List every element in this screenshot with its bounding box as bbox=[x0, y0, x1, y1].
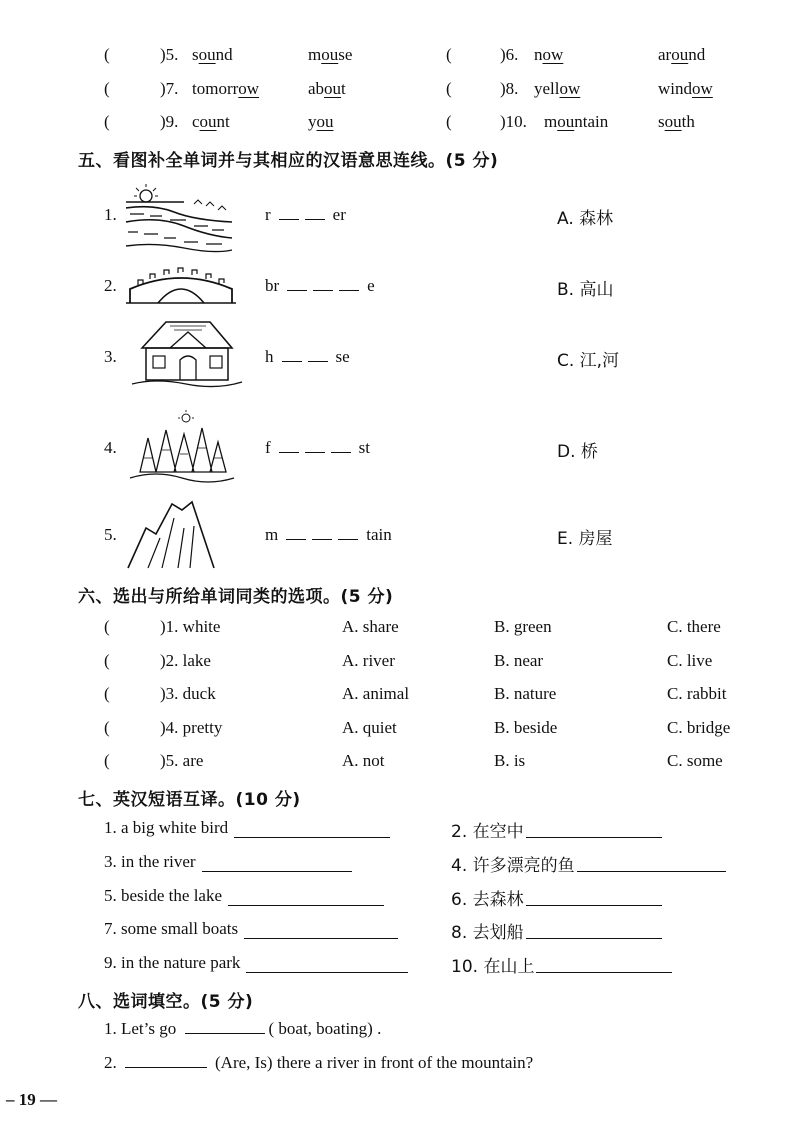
answer-line[interactable] bbox=[202, 871, 352, 872]
word-part: ar bbox=[658, 45, 672, 64]
word-part: c bbox=[192, 112, 200, 131]
answer-line[interactable] bbox=[228, 905, 384, 906]
word-suffix: st bbox=[358, 438, 371, 457]
phrase-text: 3. in the river bbox=[104, 851, 196, 871]
underlined-letters: ou bbox=[321, 45, 339, 64]
underlined-letters: ou bbox=[324, 78, 342, 98]
letter-blank[interactable] bbox=[308, 360, 328, 362]
option-c[interactable]: C. there bbox=[667, 617, 721, 636]
word-part: y bbox=[308, 112, 317, 131]
underlined-letters: ou bbox=[199, 112, 217, 131]
fill-in-word bbox=[265, 438, 370, 458]
question-number: )9. bbox=[160, 112, 179, 131]
phrase-chinese bbox=[451, 851, 575, 876]
answer-line[interactable] bbox=[536, 972, 672, 973]
answer-paren[interactable]: ( bbox=[104, 112, 110, 131]
word-prefix: h bbox=[265, 347, 274, 366]
answer-paren[interactable]: ( bbox=[446, 112, 452, 131]
word-part: nt bbox=[216, 112, 230, 131]
answer-paren[interactable]: ( bbox=[446, 45, 452, 64]
word-prefix: r bbox=[265, 205, 271, 224]
option-b[interactable]: B. near bbox=[494, 650, 544, 670]
answer-paren[interactable]: ( bbox=[104, 45, 110, 64]
word-prefix: f bbox=[265, 438, 271, 457]
answer-paren[interactable]: ( bbox=[104, 717, 110, 737]
option-c[interactable]: C. bridge bbox=[667, 717, 731, 737]
chinese-meaning[interactable]: D. 桥 bbox=[557, 442, 598, 462]
option-a[interactable]: A. share bbox=[342, 617, 399, 636]
letter-blank[interactable] bbox=[312, 538, 332, 540]
forest-picture bbox=[126, 408, 236, 484]
phrase-chinese bbox=[451, 817, 524, 842]
underlined-letters: ow bbox=[238, 78, 260, 98]
phrase-text: 5. beside the lake bbox=[104, 885, 223, 905]
word-prefix: m bbox=[265, 525, 279, 544]
item-number: 5. bbox=[104, 525, 117, 544]
question-number: )8. bbox=[500, 78, 519, 98]
option-a[interactable]: A. quiet bbox=[342, 717, 397, 737]
phrase-english bbox=[104, 886, 222, 906]
test-word bbox=[192, 45, 233, 65]
underlined-letters: ou bbox=[198, 45, 216, 64]
answer-line[interactable] bbox=[526, 905, 662, 906]
answer-paren[interactable]: ( bbox=[104, 751, 110, 771]
mountain-picture bbox=[126, 498, 216, 570]
word-part: m bbox=[308, 45, 322, 64]
letter-blank[interactable] bbox=[338, 538, 358, 540]
compare-word bbox=[308, 45, 352, 65]
underlined-letters: ow bbox=[542, 45, 564, 64]
section-6-title: 六、选出与所给单词同类的选项。(5 分) bbox=[78, 587, 394, 607]
phrase-text: 6. 去森林 bbox=[451, 889, 524, 910]
option-b[interactable]: B. beside bbox=[494, 717, 558, 737]
item-number: 1. bbox=[104, 205, 117, 224]
word-part: m bbox=[544, 112, 558, 131]
letter-blank[interactable] bbox=[286, 538, 306, 540]
house-picture bbox=[126, 318, 246, 390]
fill-in-word bbox=[265, 205, 346, 225]
item-number: 3. bbox=[104, 347, 117, 366]
word-prefix: br bbox=[265, 276, 280, 295]
question-word: )3. duck bbox=[160, 684, 216, 704]
answer-paren[interactable]: ( bbox=[104, 617, 110, 636]
answer-paren[interactable]: ( bbox=[104, 684, 110, 704]
question-number: )10. bbox=[500, 112, 527, 131]
test-word bbox=[534, 45, 563, 65]
phrase-text: 8. 去划船 bbox=[451, 923, 524, 944]
underlined-letters: ow bbox=[559, 78, 581, 98]
phrase-english bbox=[104, 919, 238, 939]
answer-paren[interactable]: ( bbox=[104, 78, 110, 98]
phrase-chinese bbox=[451, 885, 524, 910]
letter-blank[interactable] bbox=[279, 451, 299, 453]
phrase-chinese bbox=[451, 918, 524, 943]
word-suffix: tain bbox=[366, 525, 392, 544]
option-b[interactable]: B. is bbox=[494, 751, 526, 771]
chinese-meaning[interactable]: C. 江,河 bbox=[557, 351, 620, 371]
word-part: yell bbox=[534, 78, 560, 98]
section-8-question-2: 2. (Are, Is) there a river in front of the mountain? bbox=[104, 1053, 534, 1072]
word-part: s bbox=[658, 112, 665, 131]
test-word bbox=[192, 112, 230, 132]
word-part: nd bbox=[215, 45, 233, 64]
phrase-text: 9. in the nature park bbox=[104, 953, 241, 973]
word-part: t bbox=[341, 78, 346, 98]
option-a[interactable]: A. river bbox=[342, 650, 395, 670]
item-number: 4. bbox=[104, 438, 117, 457]
phrase-chinese bbox=[451, 952, 534, 977]
word-part: th bbox=[681, 112, 695, 131]
word-part: se bbox=[338, 45, 353, 64]
compare-word bbox=[658, 79, 713, 99]
option-c[interactable]: C. live bbox=[667, 650, 713, 670]
underlined-letters: ou bbox=[671, 45, 689, 64]
option-b[interactable]: B. green bbox=[494, 617, 552, 636]
phrase-text: 2. 在空中 bbox=[451, 822, 524, 842]
test-word bbox=[192, 79, 259, 99]
word-part: ab bbox=[308, 78, 325, 98]
underlined-letters: ou bbox=[557, 112, 575, 131]
letter-blank[interactable] bbox=[282, 360, 302, 362]
underlined-letters: ou bbox=[316, 112, 334, 131]
chinese-meaning[interactable]: E. 房屋 bbox=[557, 529, 613, 549]
letter-blank[interactable] bbox=[339, 289, 359, 291]
phrase-text: 10. 在山上 bbox=[451, 957, 535, 978]
test-word bbox=[534, 79, 580, 99]
word-suffix: e bbox=[367, 276, 375, 295]
option-a[interactable]: A. animal bbox=[342, 684, 410, 704]
option-c[interactable]: C. rabbit bbox=[667, 684, 727, 704]
fill-in-word bbox=[265, 276, 375, 296]
section-5-title: 五、看图补全单词并与其相应的汉语意思连线。(5 分) bbox=[78, 151, 499, 171]
item-number: 2. bbox=[104, 276, 117, 295]
chinese-meaning[interactable]: B. 高山 bbox=[557, 280, 614, 300]
phrase-text: 4. 许多漂亮的鱼 bbox=[451, 855, 575, 876]
section-7-title: 七、英汉短语互译。(10 分) bbox=[78, 790, 301, 810]
answer-paren[interactable]: ( bbox=[104, 650, 110, 670]
underlined-letters: ow bbox=[692, 78, 713, 98]
compare-word bbox=[308, 79, 346, 99]
fill-in-word bbox=[265, 347, 350, 367]
answer-line[interactable] bbox=[234, 837, 390, 838]
fill-in-word bbox=[265, 525, 392, 545]
question-word: )4. pretty bbox=[160, 717, 223, 737]
river-picture bbox=[124, 182, 234, 254]
question-number: )5. bbox=[160, 45, 179, 64]
question-word: )2. lake bbox=[160, 650, 211, 670]
letter-blank[interactable] bbox=[305, 451, 325, 453]
phrase-english bbox=[104, 852, 196, 872]
question-word: )5. are bbox=[160, 751, 204, 771]
letter-blank[interactable] bbox=[313, 289, 333, 291]
answer-blank[interactable] bbox=[185, 1032, 265, 1034]
word-suffix: se bbox=[335, 347, 350, 366]
word-part: nd bbox=[688, 45, 706, 64]
answer-line[interactable] bbox=[244, 938, 398, 939]
underlined-letters: ou bbox=[664, 112, 682, 131]
word-part: tomorr bbox=[192, 78, 239, 98]
option-c[interactable]: C. some bbox=[667, 751, 723, 771]
section-8-question-1: 1. Let’s go ( boat, boating) . bbox=[104, 1019, 382, 1038]
word-part: ntain bbox=[574, 112, 609, 131]
test-word bbox=[544, 112, 608, 132]
phrase-text: 7. some small boats bbox=[104, 919, 239, 939]
compare-word bbox=[658, 45, 705, 65]
phrase-english bbox=[104, 953, 240, 973]
compare-word bbox=[308, 112, 334, 132]
answer-line[interactable] bbox=[577, 871, 726, 872]
letter-blank[interactable] bbox=[331, 451, 351, 453]
letter-blank[interactable] bbox=[305, 218, 325, 220]
word-suffix: er bbox=[332, 205, 346, 224]
word-part: wind bbox=[658, 78, 692, 98]
word-part: n bbox=[534, 45, 543, 64]
section-8-title: 八、选词填空。(5 分) bbox=[78, 992, 254, 1012]
answer-line[interactable] bbox=[246, 972, 408, 973]
compare-word bbox=[658, 112, 695, 132]
phrase-text: 1. a big white bird bbox=[104, 818, 229, 837]
question-word: )1. white bbox=[160, 617, 221, 636]
bridge-picture bbox=[126, 267, 236, 307]
option-b[interactable]: B. nature bbox=[494, 684, 557, 704]
answer-line[interactable] bbox=[526, 837, 662, 838]
phrase-english bbox=[104, 818, 228, 838]
question-number: )6. bbox=[500, 45, 519, 64]
option-a[interactable]: A. not bbox=[342, 751, 385, 771]
answer-paren[interactable]: ( bbox=[446, 78, 452, 98]
letter-blank[interactable] bbox=[287, 289, 307, 291]
chinese-meaning[interactable]: A. 森林 bbox=[557, 209, 614, 229]
question-number: )7. bbox=[160, 78, 179, 98]
answer-blank[interactable] bbox=[125, 1066, 207, 1068]
letter-blank[interactable] bbox=[279, 218, 299, 220]
answer-line[interactable] bbox=[526, 938, 662, 939]
page-number: – 19 — bbox=[6, 1090, 57, 1109]
word-part: s bbox=[192, 45, 199, 64]
